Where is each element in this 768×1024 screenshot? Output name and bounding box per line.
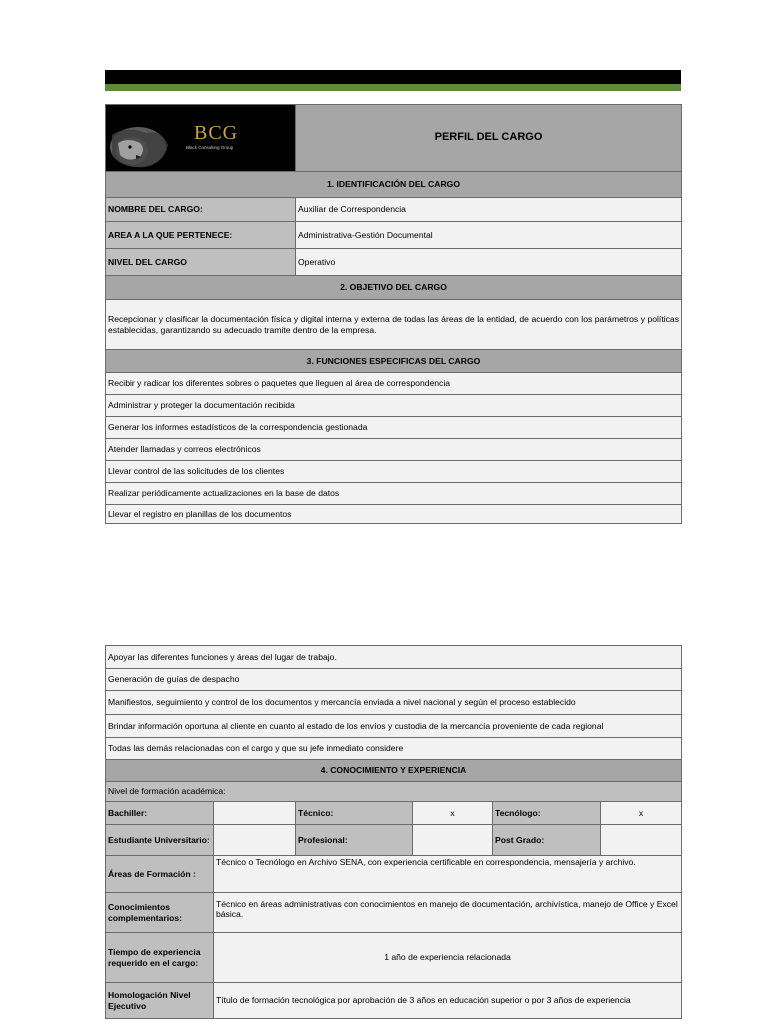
field-value: Auxiliar de Correspondencia	[296, 198, 682, 222]
function-item: Manifiestos, seguimiento y control de los documentos y mercancía enviada a nivel nacional y según el proceso establecido	[106, 691, 682, 715]
section-heading: 4. CONOCIMIENTO Y EXPERIENCIA	[106, 760, 682, 782]
level-label: Estudiante Universitario:	[106, 825, 214, 856]
field-label: NIVEL DEL CARGO	[106, 249, 296, 276]
function-item: Todas las demás relacionadas con el cargo y que su jefe inmediato considere	[106, 738, 682, 760]
field-label: Conocimientos complementarios:	[106, 893, 214, 933]
function-item: Llevar control de las solicitudes de los clientes	[106, 461, 682, 483]
function-item: Atender llamadas y correos electrónicos	[106, 439, 682, 461]
level-value	[214, 825, 296, 856]
function-item: Recibir y radicar los diferentes sobres o paquetes que lleguen al área de correspondencia	[106, 373, 682, 395]
field-label: Tiempo de experiencia requerido en el cargo:	[106, 933, 214, 983]
function-item: Generar los informes estadísticos de la correspondencia gestionada	[106, 417, 682, 439]
function-item: Realizar periódicamente actualizaciones en la base de datos	[106, 483, 682, 505]
section-subheading: Nivel de formación académica:	[106, 782, 682, 802]
field-label: Áreas de Formación :	[106, 856, 214, 893]
section-heading: 1. IDENTIFICACIÓN DEL CARGO	[106, 172, 682, 198]
logo-wordmark: BCG	[194, 122, 239, 144]
level-label: Técnico:	[296, 802, 413, 825]
level-value: x	[413, 802, 493, 825]
field-label: NOMBRE DEL CARGO:	[106, 198, 296, 222]
level-value	[601, 825, 682, 856]
field-label: AREA A LA QUE PERTENECE:	[106, 222, 296, 249]
level-value	[413, 825, 493, 856]
field-value: Técnico o Tecnólogo en Archivo SENA, con experiencia certificable en correspondencia, mensajería y archivo.	[214, 856, 682, 893]
page-title: PERFIL DEL CARGO	[296, 105, 682, 172]
level-value	[214, 802, 296, 825]
header-bar-black	[105, 70, 681, 84]
profile-table-page2	[105, 645, 682, 1019]
field-value: Título de formación tecnológica por aprobación de 3 años en educación superior o por 3 años de experiencia	[214, 983, 682, 1019]
field-value: Técnico en áreas administrativas con conocimientos en manejo de documentación, archivística, manejo de Office y Excel básica.	[214, 893, 682, 933]
function-item: Apoyar las diferentes funciones y áreas del lugar de trabajo.	[106, 646, 682, 669]
field-value: Operativo	[296, 249, 682, 276]
function-item: Llevar el registro en planillas de los documentos	[106, 505, 682, 524]
level-label: Bachiller:	[106, 802, 214, 825]
field-value: 1 año de experiencia relacionada	[214, 933, 682, 983]
field-value: Administrativa-Gestión Documental	[296, 222, 682, 249]
profile-table-page1	[105, 104, 682, 524]
header-bar-green	[105, 84, 681, 91]
objective-text: Recepcionar y clasificar la documentación física y digital interna y externa de todas las áreas de la entidad, de acuerdo con los parámetros y políticas establecidas, garantizando su adecuado tramite dentro de la empresa.	[106, 300, 682, 350]
function-item: Brindar información oportuna al cliente en cuanto al estado de los envíos y custodia de la mercancía proveniente de cada regional	[106, 715, 682, 738]
section-heading: 2. OBJETIVO DEL CARGO	[106, 276, 682, 300]
field-label: Homologación Nivel Ejecutivo	[106, 983, 214, 1019]
function-item: Administrar y proteger la documentación recibida	[106, 395, 682, 417]
lion-icon	[106, 105, 196, 171]
company-logo	[106, 105, 296, 172]
logo-subtitle: Black Consulting Group	[186, 145, 234, 150]
section-heading: 3. FUNCIONES ESPECIFICAS DEL CARGO	[106, 350, 682, 373]
level-value: x	[601, 802, 682, 825]
function-item: Generación de guías de despacho	[106, 669, 682, 691]
level-label: Tecnólogo:	[493, 802, 601, 825]
level-label: Profesional:	[296, 825, 413, 856]
level-label: Post Grado:	[493, 825, 601, 856]
